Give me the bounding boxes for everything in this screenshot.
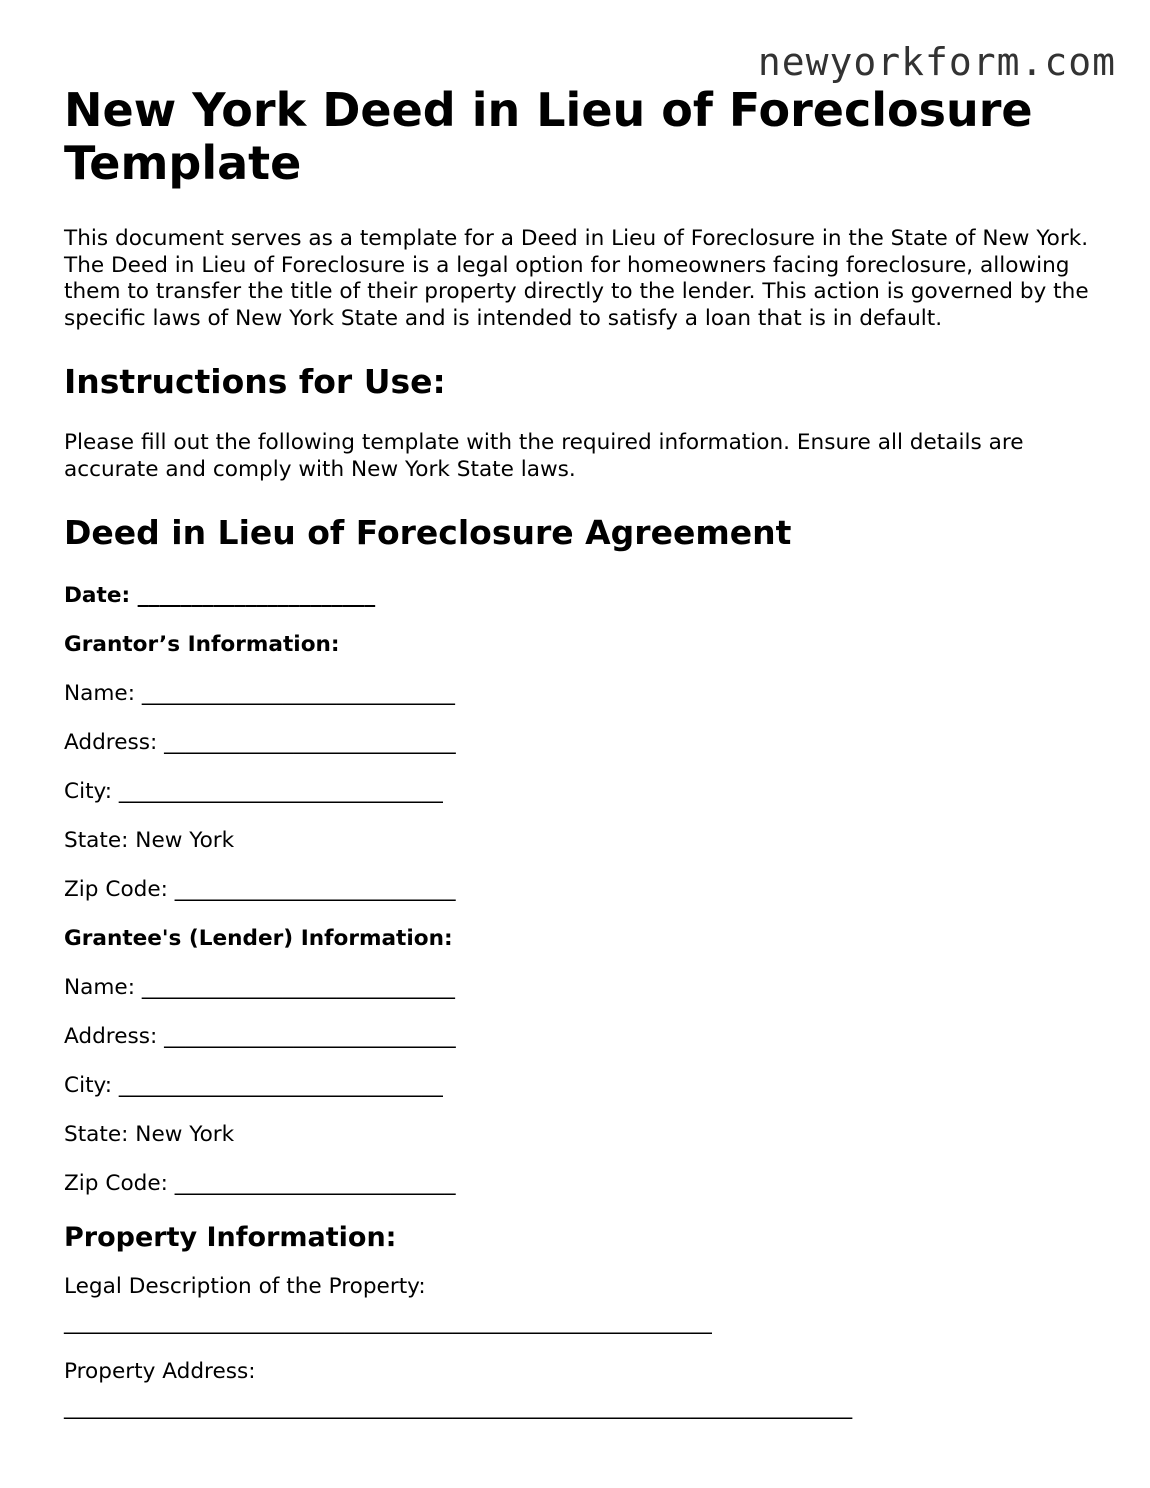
grantor-city-field[interactable]: City: ______________________________ <box>64 779 443 804</box>
instructions-text: Please fill out the following template with the required information. Ensure all details are accurate and comply with New York State laws. <box>64 430 1024 482</box>
legal-description-field[interactable]: ____________________________________________________________ <box>64 1310 712 1335</box>
property-heading: Property Information: <box>64 1222 397 1253</box>
agreement-heading: Deed in Lieu of Foreclosure Agreement <box>64 513 792 552</box>
grantor-state: State: New York <box>64 828 235 853</box>
property-address-field[interactable]: _________________________________________________________________________ <box>64 1395 853 1420</box>
date-field[interactable]: Date: ______________________ <box>64 583 376 608</box>
grantee-address-field[interactable]: Address: ___________________________ <box>64 1024 456 1049</box>
grantor-address-field[interactable]: Address: ___________________________ <box>64 730 456 755</box>
grantee-name-field[interactable]: Name: _____________________________ <box>64 975 455 1000</box>
grantee-state: State: New York <box>64 1122 235 1147</box>
grantee-zip-field[interactable]: Zip Code: __________________________ <box>64 1171 456 1196</box>
legal-description-label: Legal Description of the Property: <box>64 1274 426 1299</box>
instructions-heading: Instructions for Use: <box>64 362 446 401</box>
grantee-heading: Grantee's (Lender) Information: <box>64 926 453 951</box>
grantor-heading: Grantor’s Information: <box>64 632 340 657</box>
page-title: New York Deed in Lieu of Foreclosure Template <box>64 83 1033 190</box>
grantor-name-field[interactable]: Name: _____________________________ <box>64 681 455 706</box>
grantor-zip-field[interactable]: Zip Code: __________________________ <box>64 877 456 902</box>
intro-paragraph: This document serves as a template for a Deed in Lieu of Foreclosure in the State of New York. The Deed in Lieu of Foreclosure is a legal option for homeowners facing foreclosure, allowing them to transfer the title of their property directly to the lender. This action is governed by the specific laws of New York State and is intended to satisfy a loan that is in default. <box>64 226 1089 331</box>
document-page <box>64 84 1094 1421</box>
site-watermark: newyorkform.com <box>757 40 1116 84</box>
property-address-label: Property Address: <box>64 1359 256 1384</box>
grantee-city-field[interactable]: City: ______________________________ <box>64 1073 443 1098</box>
